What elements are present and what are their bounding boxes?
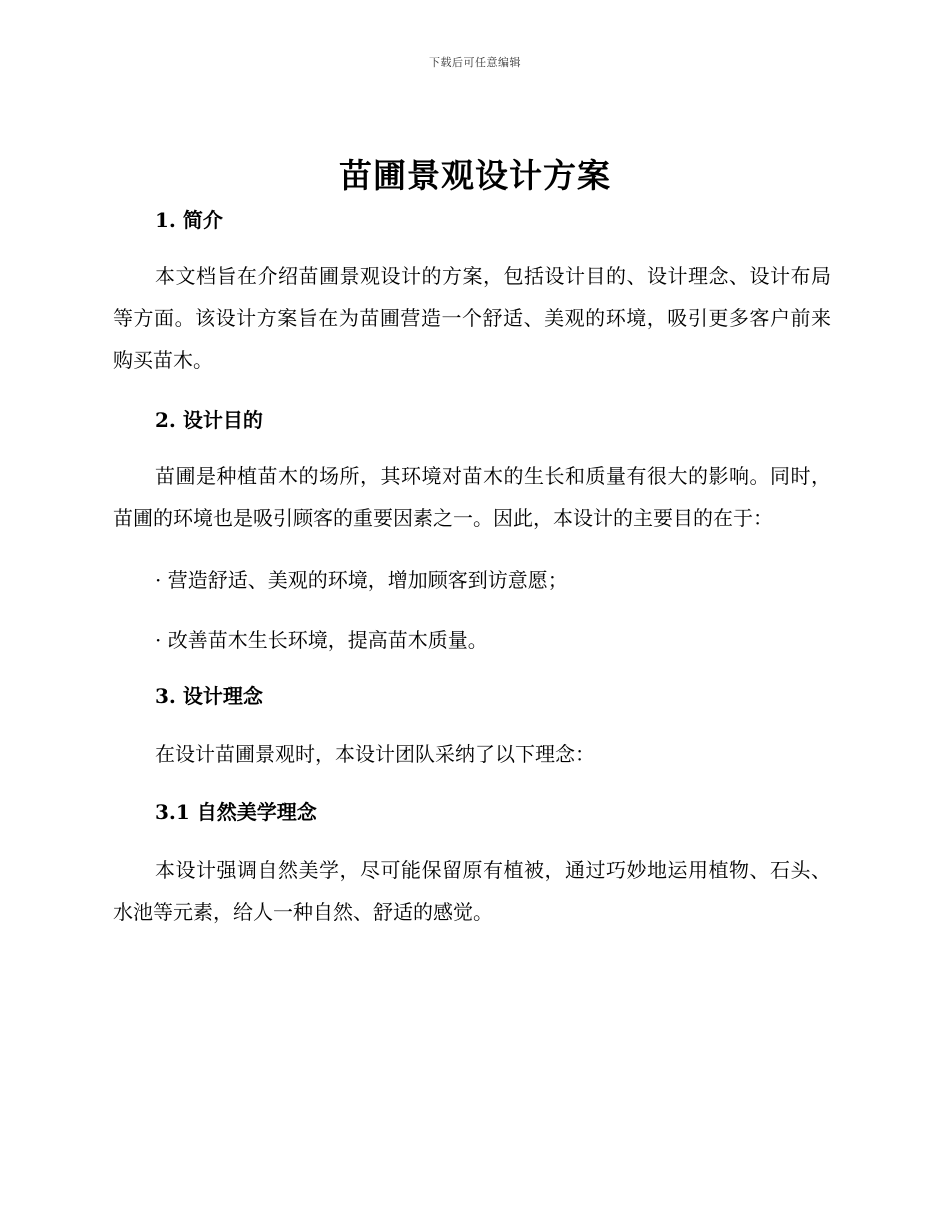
document-body xyxy=(113,203,831,933)
bullet-item: · 营造舒适、美观的环境，增加顾客到访意愿； xyxy=(155,568,568,592)
subsection-heading-natural-aesthetics: 3.1 自然美学理念 xyxy=(155,800,317,824)
section-paragraph-goals: 苗圃是种植苗木的场所，其环境对苗木的生长和质量有很大的影响。同时，苗圃的环境也是吸引顾客的重要因素之一。因此，本设计的主要目的在于： xyxy=(113,464,831,530)
section-intro-concept: 在设计苗圃景观时，本设计团队采纳了以下理念： xyxy=(155,742,595,766)
bullet-item: · 改善苗木生长环境，提高苗木质量。 xyxy=(155,628,488,652)
subsection-paragraph-natural-aesthetics: 本设计强调自然美学，尽可能保留原有植被，通过巧妙地运用植物、石头、水池等元素，给人一种自然、舒适的感觉。 xyxy=(113,858,831,924)
section-paragraph-intro: 本文档旨在介绍苗圃景观设计的方案，包括设计目的、设计理念、设计布局等方面。该设计方案旨在为苗圃营造一个舒适、美观的环境，吸引更多客户前来购买苗木。 xyxy=(113,264,831,372)
section-heading-concept: 3. 设计理念 xyxy=(155,684,263,708)
section-heading-goals: 2. 设计目的 xyxy=(155,408,263,432)
header-note: 下载后可任意编辑 xyxy=(429,56,521,69)
document-title: 苗圃景观设计方案 xyxy=(339,156,611,195)
section-heading-intro: 1. 简介 xyxy=(155,208,223,232)
